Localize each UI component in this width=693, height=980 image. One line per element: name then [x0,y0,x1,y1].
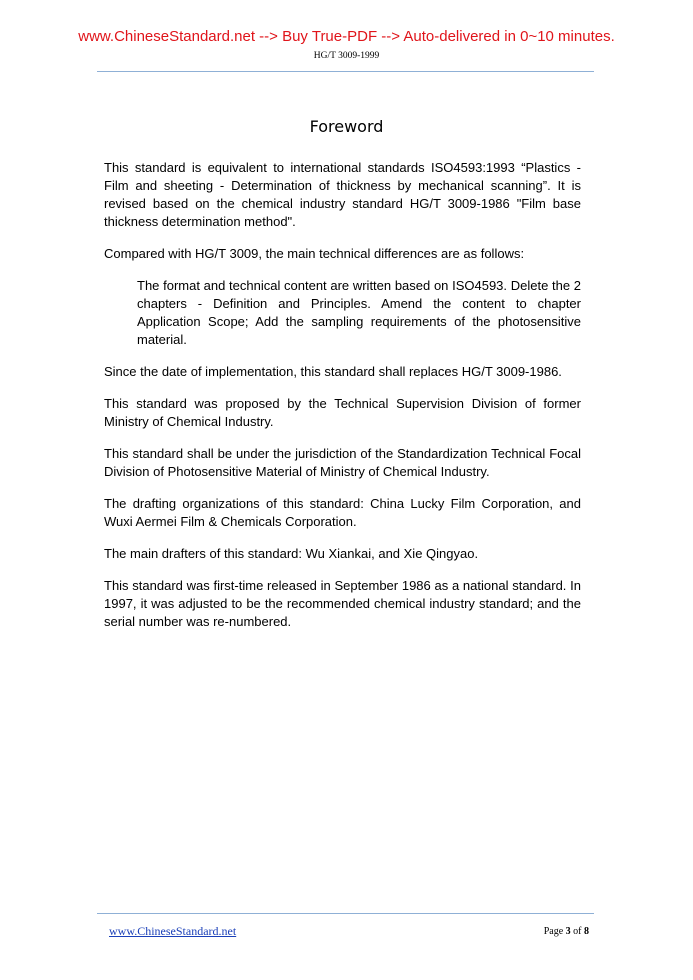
document-body [104,159,581,645]
page-title: Foreword [309,117,384,136]
paragraph-equivalence: This standard is equivalent to international standards ISO4593:1993 “Plastics - Film and sheeting - Determination of thickness by mechanical scanning”. It is revised based on the chemical industry standard HG/T 3009-1986 "Film base thickness determination method". [104,160,581,229]
promo-banner[interactable]: www.ChineseStandard.net --> Buy True-PDF --> Auto-delivered in 0~10 minutes. [78,28,615,45]
page-total: 8 [584,926,589,937]
paragraph-differences-intro: Compared with HG/T 3009, the main technical differences are as follows: [104,246,525,261]
page-current: 3 [565,926,571,937]
footer-website-link[interactable]: www.ChineseStandard.net [109,924,237,938]
paragraph-jurisdiction: This standard shall be under the jurisdiction of the Standardization Technical Focal Division of Photosensitive Material of Ministry of Chemical Industry. [104,446,581,479]
paragraph-release-history: This standard was first-time released in September 1986 as a national standard. In 1997, it was adjusted to be the recommended chemical industry standard; and the serial number was re-numbered. [104,578,581,629]
header-divider [97,71,594,72]
standard-code: HG/T 3009-1999 [313,51,380,61]
footer-divider [97,913,594,914]
page-indicator [544,926,589,937]
page-label: Page [543,926,564,937]
paragraph-proposed-by: This standard was proposed by the Technical Supervision Division of former Ministry of Chemical Industry. [104,396,581,429]
paragraph-drafters: The main drafters of this standard: Wu Xiankai, and Xie Qingyao. [104,546,479,561]
paragraph-drafting-organizations: The drafting organizations of this standard: China Lucky Film Corporation, and Wuxi Aermei Film & Chemicals Corporation. [104,496,581,529]
paragraph-replacement: Since the date of implementation, this standard shall replaces HG/T 3009-1986. [104,364,562,379]
page-of-label: of [573,926,582,937]
paragraph-differences-detail: The format and technical content are written based on ISO4593. Delete the 2 chapters - Definition and Principles. Amend the content to chapter Application Scope; Add the sampling requirements of the photosensitive material. [137,278,581,347]
